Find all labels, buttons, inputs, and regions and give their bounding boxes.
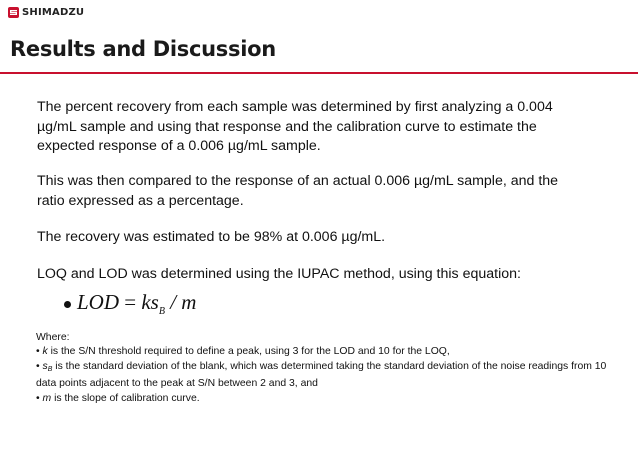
notes-where: Where: (36, 332, 70, 343)
equation-text: LOD = $ks_B$ / m (77, 290, 197, 318)
paragraph-recovery-result: The recovery was estimated to be 98% at 0.006 µg/mL. (37, 229, 386, 245)
note-m: • m is the slope of calibration curve. (36, 392, 200, 404)
slide-title: Results and Discussion (10, 37, 276, 61)
equation-notes (36, 331, 626, 406)
paragraph-recovery-method: The percent recovery from each sample was determined by first analyzing a 0.004 µg/mL sample and using that response and the calibration curve to estimate the expected response of a 0.006 µg/mL sample. (37, 99, 553, 154)
shimadzu-logo-icon (8, 7, 19, 18)
lod-equation (64, 290, 196, 317)
shimadzu-logo (8, 7, 84, 18)
paragraph-comparison: This was then compared to the response of an actual 0.006 µg/mL sample, and the ratio expressed as a percentage. (37, 173, 559, 209)
note-k: • k is the S/N threshold required to define a peak, using 3 for the LOD and 10 for the LOQ, (36, 346, 450, 358)
title-divider (0, 72, 638, 74)
bullet-icon (64, 301, 71, 308)
paragraph-iupac-method: LOQ and LOD was determined using the IUPAC method, using this equation: (37, 266, 521, 282)
logo-text: SHIMADZU (22, 7, 85, 18)
note-s: • sB is the standard deviation of the blank, which was determined taking the standard deviation of the noise readings from 10 data points adjacent to the peak at S/N between 2 and 3, and (36, 360, 607, 390)
